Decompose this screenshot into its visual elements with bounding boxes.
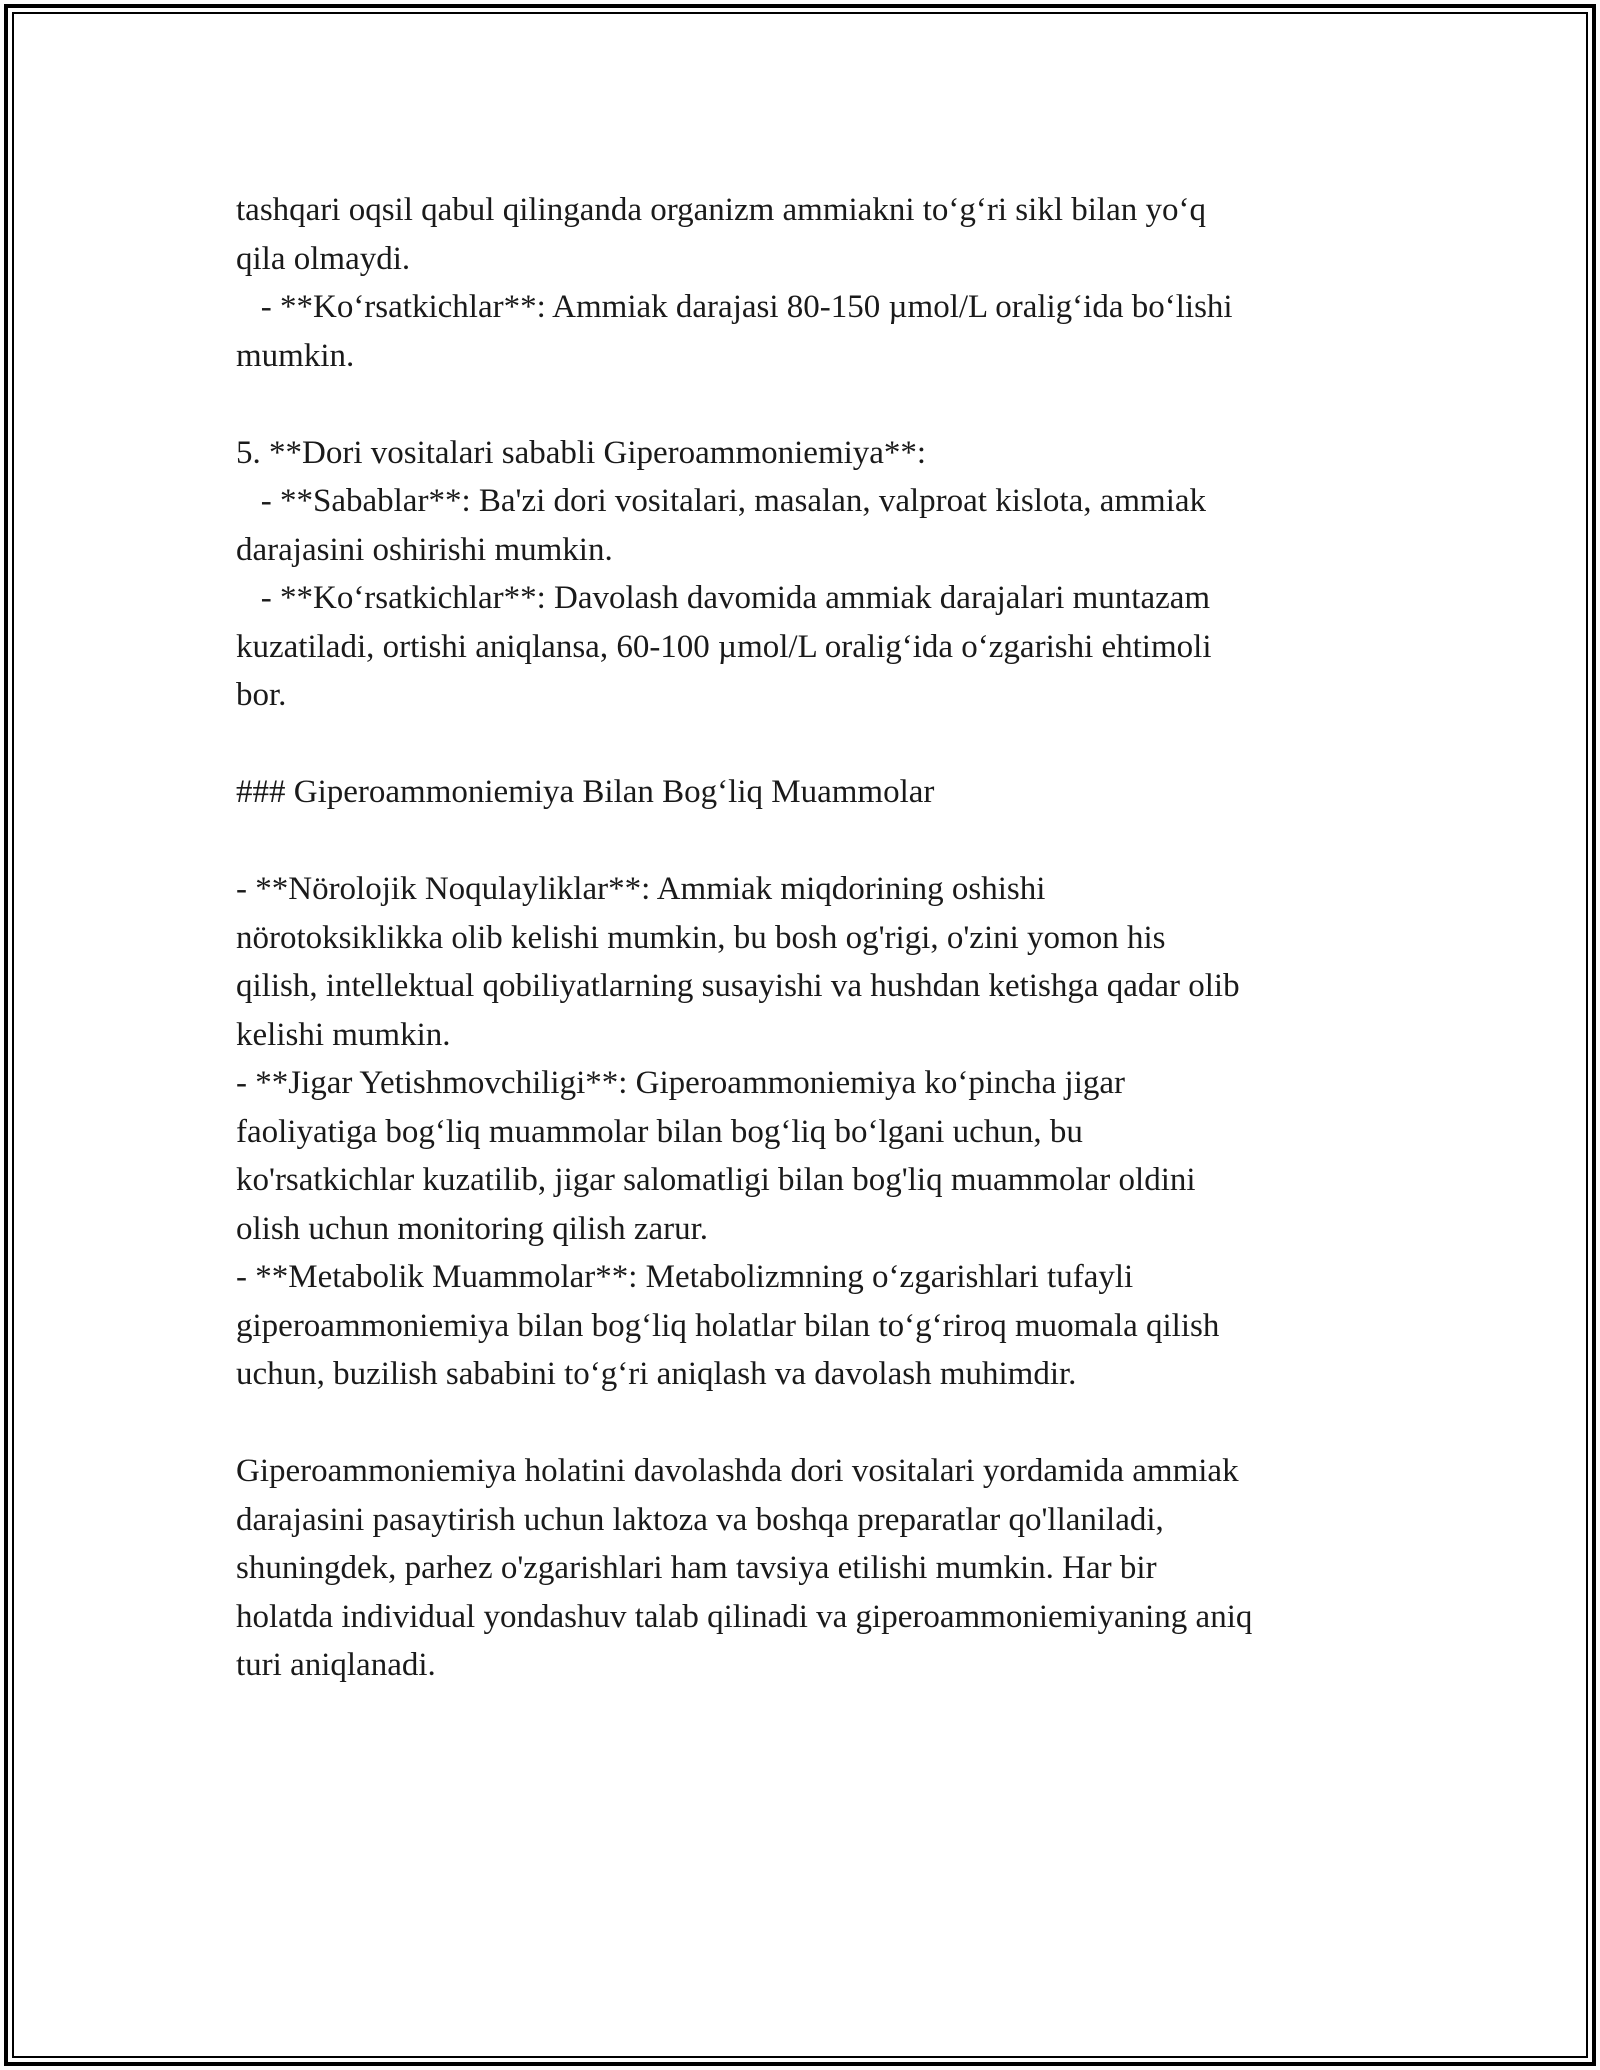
text-line: bor. bbox=[236, 677, 287, 713]
text-line: Giperoammoniemiya holatini davolashda dori vositalari yordamida ammiak bbox=[236, 1453, 1239, 1489]
text-line: turi aniqlanadi. bbox=[236, 1647, 436, 1683]
text-line: olish uchun monitoring qilish zarur. bbox=[236, 1210, 709, 1247]
paragraph-block-3 bbox=[236, 865, 1376, 1399]
blank-line bbox=[236, 380, 1376, 429]
paragraph-block-1 bbox=[236, 186, 1376, 380]
blank-line bbox=[236, 1399, 1376, 1448]
text-line: 5. **Dori vositalari sababli Giperoammoniemiya**: bbox=[236, 434, 927, 471]
text-line: tashqari oqsil qabul qilinganda organizm ammiakni to‘g‘ri sikl bilan yo‘q bbox=[236, 192, 1206, 228]
blank-line bbox=[236, 817, 1376, 866]
paragraph-block-4 bbox=[236, 1447, 1376, 1690]
text-line: giperoammoniemiya bilan bog‘liq holatlar bilan to‘g‘riroq muomala qilish bbox=[236, 1307, 1220, 1344]
document-body bbox=[236, 186, 1376, 1690]
text-line: - **Ko‘rsatkichlar**: Davolash davomida ammiak darajalari muntazam bbox=[236, 580, 1211, 616]
blank-line bbox=[236, 720, 1376, 769]
text-line: uchun, buzilish sababini to‘g‘ri aniqlash va davolash muhimdir. bbox=[236, 1356, 1077, 1392]
text-line: darajasini pasaytirish uchun laktoza va boshqa preparatlar qo'llaniladi, bbox=[236, 1501, 1164, 1538]
text-line: nörotoksiklikka olib kelishi mumkin, bu bosh og'rigi, o'zini yomon his bbox=[236, 919, 1166, 956]
text-line: qila olmaydi. bbox=[236, 240, 411, 277]
text-line: - **Ko‘rsatkichlar**: Ammiak darajasi 80-150 µmol/L oralig‘ida bo‘lishi bbox=[236, 289, 1233, 325]
text-line: holatda individual yondashuv talab qilinadi va giperoammoniemiyaning aniq bbox=[236, 1598, 1253, 1635]
text-line: ko'rsatkichlar kuzatilib, jigar salomatligi bilan bog'liq muammolar oldini bbox=[236, 1162, 1196, 1198]
text-line: qilish, intellektual qobiliyatlarning susayishi va hushdan ketishga qadar olib bbox=[236, 968, 1240, 1004]
paragraph-block-2 bbox=[236, 429, 1376, 720]
text-line: - **Nörolojik Noqulayliklar**: Ammiak miqdorining oshishi bbox=[236, 871, 1046, 907]
text-line: shuningdek, parhez o'zgarishlari ham tavsiya etilishi mumkin. Har bir bbox=[236, 1550, 1157, 1586]
text-line: faoliyatiga bog‘liq muammolar bilan bog‘liq bo‘lgani uchun, bu bbox=[236, 1113, 1083, 1150]
text-line: - **Metabolik Muammolar**: Metabolizmning o‘zgarishlari tufayli bbox=[236, 1259, 1134, 1295]
text-line: mumkin. bbox=[236, 337, 355, 374]
text-line: kelishi mumkin. bbox=[236, 1016, 451, 1053]
section-heading: ### Giperoammoniemiya Bilan Bog‘liq Muammolar bbox=[236, 774, 935, 810]
text-line: darajasini oshirishi mumkin. bbox=[236, 531, 613, 568]
text-line: kuzatiladi, ortishi aniqlansa, 60-100 µmol/L oralig‘ida o‘zgarishi ehtimoli bbox=[236, 628, 1212, 665]
text-line: - **Jigar Yetishmovchiligi**: Giperoammoniemiya ko‘pincha jigar bbox=[236, 1065, 1126, 1101]
text-line: - **Sabablar**: Ba'zi dori vositalari, masalan, valproat kislota, ammiak bbox=[236, 483, 1207, 519]
